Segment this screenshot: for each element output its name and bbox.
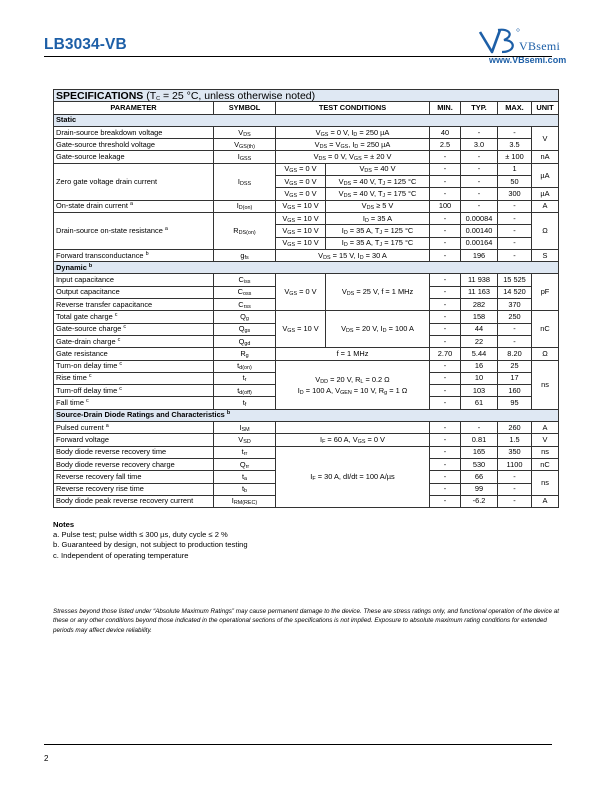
- typ-cell: 99: [461, 483, 498, 495]
- param-cell: Gate-source charge $^c$: [54, 323, 214, 335]
- max-cell: 14 520: [498, 286, 532, 298]
- typ-cell: 196: [461, 249, 498, 261]
- symbol-cell: $R_{DS(on)}$: [214, 212, 276, 249]
- typ-cell: 0.00164: [461, 237, 498, 249]
- max-cell: -: [498, 200, 532, 212]
- symbol-cell: $Q_{gd}$: [214, 335, 276, 347]
- param-cell: Fall time $^c$: [54, 397, 214, 409]
- unit-cell: A: [532, 200, 559, 212]
- max-cell: 300: [498, 188, 532, 200]
- unit-cell: µA: [532, 163, 559, 188]
- symbol-cell: $Q_g$: [214, 311, 276, 323]
- condition-cell: $I_F = 30$ A, dI/dt = 100 A/µs: [276, 446, 430, 507]
- table-title-row: [54, 90, 559, 102]
- max-cell: -: [498, 483, 532, 495]
- min-cell: -: [430, 495, 461, 507]
- symbol-cell: $t_r$: [214, 372, 276, 384]
- column-header: SYMBOL: [214, 102, 276, 114]
- note-item: c. Independent of operating temperature: [53, 550, 189, 560]
- param-cell: Zero gate voltage drain current: [54, 163, 214, 200]
- max-cell: 15 525: [498, 274, 532, 286]
- min-cell: -: [430, 225, 461, 237]
- min-cell: 100: [430, 200, 461, 212]
- column-header: UNIT: [532, 102, 559, 114]
- max-cell: 17: [498, 372, 532, 384]
- min-cell: -: [430, 299, 461, 311]
- param-cell: Gate-source threshold voltage: [54, 139, 214, 151]
- typ-cell: 5.44: [461, 348, 498, 360]
- max-cell: 3.5: [498, 139, 532, 151]
- min-cell: -: [430, 360, 461, 372]
- vgs-cell: $V_{GS} = 10$ V: [276, 311, 326, 348]
- typ-cell: 0.81: [461, 434, 498, 446]
- unit-cell: Ω: [532, 348, 559, 360]
- typ-cell: 158: [461, 311, 498, 323]
- max-cell: -: [498, 249, 532, 261]
- symbol-cell: $C_{oss}$: [214, 286, 276, 298]
- table-row: [54, 348, 559, 360]
- part-number: LB3034-VB: [44, 36, 127, 53]
- symbol-cell: $g_{fs}$: [214, 249, 276, 261]
- typ-cell: 16: [461, 360, 498, 372]
- notes-block: [53, 520, 248, 561]
- max-cell: 95: [498, 397, 532, 409]
- symbol-cell: $t_f$: [214, 397, 276, 409]
- min-cell: -: [430, 323, 461, 335]
- condition-cell: $I_D = 35$ A, $T_J = 175$ °C: [326, 237, 430, 249]
- param-cell: Turn-on delay time $^c$: [54, 360, 214, 372]
- section-label: Source-Drain Diode Ratings and Characteristics $^b$: [54, 409, 559, 421]
- param-cell: Total gate charge $^c$: [54, 311, 214, 323]
- symbol-cell: $C_{rss}$: [214, 299, 276, 311]
- table-row: [54, 163, 559, 175]
- min-cell: -: [430, 212, 461, 224]
- typ-cell: 66: [461, 471, 498, 483]
- table-row: [54, 274, 559, 286]
- max-cell: 25: [498, 360, 532, 372]
- min-cell: -: [430, 434, 461, 446]
- min-cell: -: [430, 483, 461, 495]
- unit-cell: nA: [532, 151, 559, 163]
- section-label: Static: [54, 114, 559, 126]
- symbol-cell: $t_{d(off)}$: [214, 385, 276, 397]
- symbol-cell: $t_b$: [214, 483, 276, 495]
- min-cell: -: [430, 458, 461, 470]
- vgs-cell: $V_{GS} = 0$ V: [276, 188, 326, 200]
- typ-cell: 103: [461, 385, 498, 397]
- min-cell: -: [430, 335, 461, 347]
- vgs-cell: $V_{GS} = 10$ V: [276, 225, 326, 237]
- table-title-conditions: ($T_C = 25$ °C, unless otherwise noted): [146, 89, 316, 102]
- unit-cell: Ω: [532, 212, 559, 249]
- table-row: [54, 446, 559, 458]
- condition-cell: $V_{DS} = 15$ V, $I_D = 30$ A: [276, 249, 430, 261]
- column-header: PARAMETER: [54, 102, 214, 114]
- min-cell: -: [430, 471, 461, 483]
- vgs-cell: $V_{GS} = 10$ V: [276, 237, 326, 249]
- condition-cell: $I_F = 60$ A, $V_{GS} = 0$ V: [276, 434, 430, 446]
- column-header: MIN.: [430, 102, 461, 114]
- typ-cell: -: [461, 163, 498, 175]
- typ-cell: -6.2: [461, 495, 498, 507]
- typ-cell: -: [461, 422, 498, 434]
- unit-cell: pF: [532, 274, 559, 311]
- typ-cell: 165: [461, 446, 498, 458]
- condition-cell: $V_{DS} = 25$ V, f = 1 MHz: [326, 274, 430, 311]
- max-cell: 160: [498, 385, 532, 397]
- unit-cell: nC: [532, 458, 559, 470]
- footer-rule: [44, 744, 552, 745]
- typ-cell: -: [461, 151, 498, 163]
- table-row: [54, 212, 559, 224]
- table-row: [54, 249, 559, 261]
- typ-cell: 11 938: [461, 274, 498, 286]
- stress-disclaimer: Stresses beyond those listed under “Absolute Maximum Ratings” may cause permanent damage to the device. These are stress ratings only, and functional operation of the device at these or any other conditions beyond those indicated in the operational sections of the specifications is not implied. Exposure to absolute maximum rating conditions for extended periods may affect device reliability.: [53, 608, 560, 634]
- min-cell: -: [430, 274, 461, 286]
- typ-cell: 44: [461, 323, 498, 335]
- typ-cell: 61: [461, 397, 498, 409]
- param-cell: Body diode peak reverse recovery current: [54, 495, 214, 507]
- table-row: [54, 139, 559, 151]
- param-cell: Drain-source on-state resistance $^a$: [54, 212, 214, 249]
- max-cell: -: [498, 126, 532, 138]
- section-header-dynamic: [54, 262, 559, 274]
- max-cell: 50: [498, 176, 532, 188]
- typ-cell: -: [461, 188, 498, 200]
- symbol-cell: $I_{D(on)}$: [214, 200, 276, 212]
- notes-heading: Notes: [53, 520, 75, 529]
- typ-cell: -: [461, 176, 498, 188]
- unit-cell: µA: [532, 188, 559, 200]
- column-header-row: [54, 102, 559, 114]
- param-cell: Reverse transfer capacitance: [54, 299, 214, 311]
- symbol-cell: $V_{GS(th)}$: [214, 139, 276, 151]
- symbol-cell: $C_{iss}$: [214, 274, 276, 286]
- max-cell: -: [498, 225, 532, 237]
- condition-cell: $V_{DD} = 20$ V, $R_L = 0.2$ Ω $I_D = 100$ A, $V_{GEN} = 10$ V, $R_g = 1$ Ω: [276, 360, 430, 409]
- table-row: [54, 311, 559, 323]
- typ-cell: 3.0: [461, 139, 498, 151]
- typ-cell: 0.00140: [461, 225, 498, 237]
- min-cell: 40: [430, 126, 461, 138]
- min-cell: -: [430, 188, 461, 200]
- condition-cell: $V_{DS} = V_{GS}$, $I_D = 250$ µA: [276, 139, 430, 151]
- min-cell: -: [430, 422, 461, 434]
- vgs-cell: $V_{GS} = 0$ V: [276, 176, 326, 188]
- typ-cell: 22: [461, 335, 498, 347]
- unit-cell: V: [532, 126, 559, 151]
- symbol-cell: $I_{DSS}$: [214, 163, 276, 200]
- param-cell: Output capacitance: [54, 286, 214, 298]
- note-item: b. Guaranteed by design, not subject to production testing: [53, 540, 248, 550]
- column-header: TYP.: [461, 102, 498, 114]
- header-rule: [44, 56, 552, 57]
- condition-cell: $V_{DS} = 40$ V, $T_J = 125$ °C: [326, 176, 430, 188]
- condition-cell: $I_D = 35$ A, $T_J = 125$ °C: [326, 225, 430, 237]
- column-header: TEST CONDITIONS: [276, 102, 430, 114]
- symbol-cell: $V_{DS}$: [214, 126, 276, 138]
- min-cell: -: [430, 163, 461, 175]
- param-cell: Rise time $^c$: [54, 372, 214, 384]
- max-cell: -: [498, 212, 532, 224]
- symbol-cell: $t_a$: [214, 471, 276, 483]
- min-cell: -: [430, 176, 461, 188]
- specifications-table: [53, 89, 559, 508]
- symbol-cell: $V_{SD}$: [214, 434, 276, 446]
- max-cell: 1100: [498, 458, 532, 470]
- condition-cell: f = 1 MHz: [276, 348, 430, 360]
- table-row: [54, 360, 559, 372]
- typ-cell: 282: [461, 299, 498, 311]
- typ-cell: -: [461, 126, 498, 138]
- min-cell: -: [430, 237, 461, 249]
- max-cell: 250: [498, 311, 532, 323]
- symbol-cell: $R_g$: [214, 348, 276, 360]
- typ-cell: 10: [461, 372, 498, 384]
- unit-cell: V: [532, 434, 559, 446]
- symbol-cell: $Q_{rr}$: [214, 458, 276, 470]
- condition-cell: $V_{DS} = 0$ V, $V_{GS}$ = ± 20 V: [276, 151, 430, 163]
- max-cell: 370: [498, 299, 532, 311]
- section-header-static: [54, 114, 559, 126]
- param-cell: Body diode reverse recovery time: [54, 446, 214, 458]
- column-header: MAX.: [498, 102, 532, 114]
- vgs-cell: $V_{GS} = 0$ V: [276, 163, 326, 175]
- min-cell: -: [430, 311, 461, 323]
- unit-cell: ns: [532, 446, 559, 458]
- min-cell: -: [430, 397, 461, 409]
- section-header-diode: [54, 409, 559, 421]
- param-cell: Body diode reverse recovery charge: [54, 458, 214, 470]
- min-cell: 2.70: [430, 348, 461, 360]
- param-cell: On-state drain current $^a$: [54, 200, 214, 212]
- symbol-cell: $I_{GSS}$: [214, 151, 276, 163]
- table-title: SPECIFICATIONS: [56, 89, 144, 102]
- condition-cell: $I_D = 35$ A: [326, 212, 430, 224]
- max-cell: -: [498, 237, 532, 249]
- brand-name: VBsemi: [519, 39, 561, 53]
- page-number: 2: [44, 754, 49, 763]
- param-cell: Forward transconductance $^b$: [54, 249, 214, 261]
- condition-cell: $V_{DS} = 20$ V, $I_D = 100$ A: [326, 311, 430, 348]
- condition-cell: $V_{DS} = 40$ V, $T_J = 175$ °C: [326, 188, 430, 200]
- min-cell: -: [430, 249, 461, 261]
- max-cell: -: [498, 471, 532, 483]
- min-cell: -: [430, 286, 461, 298]
- unit-cell: A: [532, 422, 559, 434]
- brand-url[interactable]: www.VBsemi.com: [489, 55, 567, 65]
- condition-cell: $V_{DS} = 40$ V: [326, 163, 430, 175]
- section-label: Dynamic $^b$: [54, 262, 559, 274]
- max-cell: ± 100: [498, 151, 532, 163]
- table-row: [54, 422, 559, 434]
- note-item: a. Pulse test; pulse width ≤ 300 µs, duty cycle ≤ 2 %: [53, 530, 228, 540]
- max-cell: 8.20: [498, 348, 532, 360]
- table-row: [54, 200, 559, 212]
- param-cell: Forward voltage: [54, 434, 214, 446]
- min-cell: -: [430, 385, 461, 397]
- typ-cell: -: [461, 200, 498, 212]
- unit-cell: S: [532, 249, 559, 261]
- max-cell: 260: [498, 422, 532, 434]
- condition-cell: $V_{DS} \ge 5$ V: [326, 200, 430, 212]
- table-row: [54, 126, 559, 138]
- min-cell: -: [430, 446, 461, 458]
- typ-cell: 11 163: [461, 286, 498, 298]
- vgs-cell: $V_{GS} = 10$ V: [276, 212, 326, 224]
- condition-cell: $V_{GS} = 0$ V, $I_D = 250$ µA: [276, 126, 430, 138]
- vgs-cell: $V_{GS} = 10$ V: [276, 200, 326, 212]
- param-cell: Reverse recovery fall time: [54, 471, 214, 483]
- min-cell: -: [430, 151, 461, 163]
- param-cell: Gate resistance: [54, 348, 214, 360]
- max-cell: -: [498, 335, 532, 347]
- max-cell: -: [498, 495, 532, 507]
- unit-cell: ns: [532, 471, 559, 496]
- max-cell: 1: [498, 163, 532, 175]
- min-cell: -: [430, 372, 461, 384]
- typ-cell: 0.00084: [461, 212, 498, 224]
- typ-cell: 530: [461, 458, 498, 470]
- unit-cell: A: [532, 495, 559, 507]
- param-cell: Input capacitance: [54, 274, 214, 286]
- param-cell: Gate-source leakage: [54, 151, 214, 163]
- table-row: [54, 434, 559, 446]
- param-cell: Pulsed current $^a$: [54, 422, 214, 434]
- symbol-cell: $I_{RM(REC)}$: [214, 495, 276, 507]
- symbol-cell: $Q_{gs}$: [214, 323, 276, 335]
- symbol-cell: $t_{d(on)}$: [214, 360, 276, 372]
- condition-cell: [276, 422, 430, 434]
- unit-cell: ns: [532, 360, 559, 409]
- param-cell: Gate-drain charge $^c$: [54, 335, 214, 347]
- param-cell: Drain-source breakdown voltage: [54, 126, 214, 138]
- vgs-cell: $V_{GS} = 0$ V: [276, 274, 326, 311]
- param-cell: Reverse recovery rise time: [54, 483, 214, 495]
- max-cell: 1.5: [498, 434, 532, 446]
- max-cell: 350: [498, 446, 532, 458]
- symbol-cell: $I_{SM}$: [214, 422, 276, 434]
- min-cell: 2.5: [430, 139, 461, 151]
- table-row: [54, 151, 559, 163]
- unit-cell: nC: [532, 311, 559, 348]
- param-cell: Turn-off delay time $^c$: [54, 385, 214, 397]
- symbol-cell: $t_{rr}$: [214, 446, 276, 458]
- max-cell: -: [498, 323, 532, 335]
